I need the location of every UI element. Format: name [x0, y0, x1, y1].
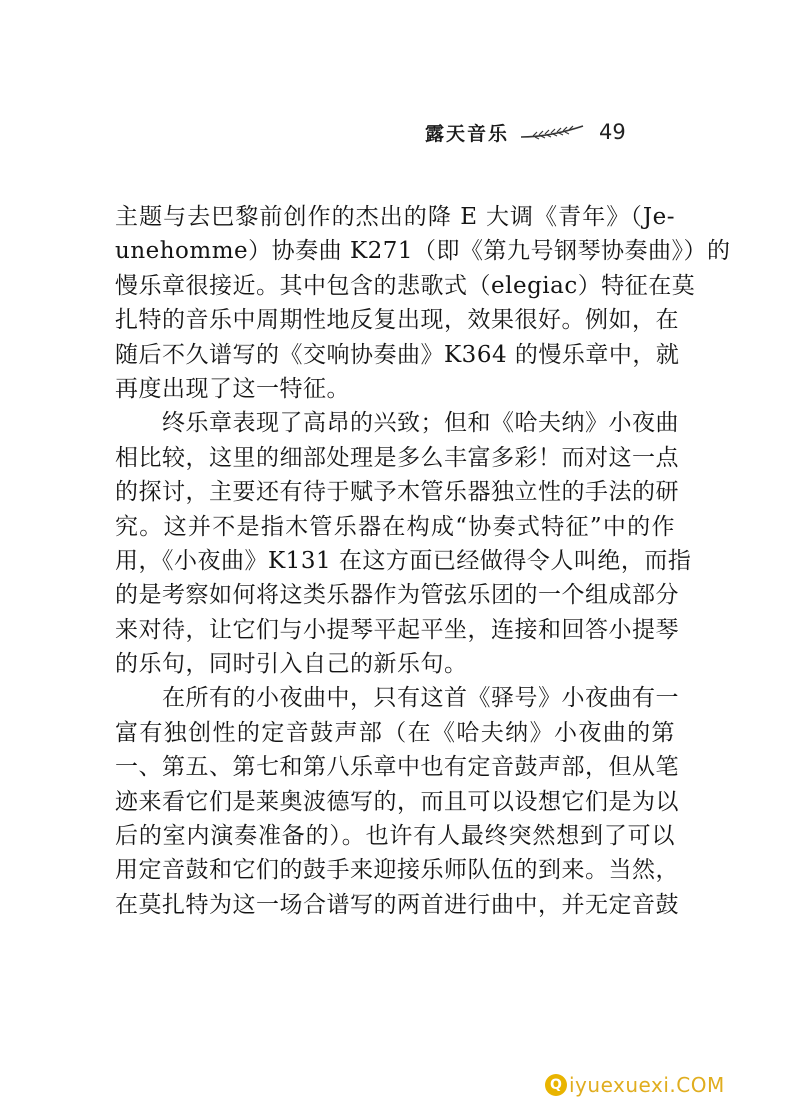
text-line: 后的室内演奏准备的）。也许有人最终突然想到了可以: [115, 823, 675, 850]
text-line: unehomme）协奏曲 K271（即《第九号钢琴协奏曲》）的: [115, 238, 731, 265]
text-line: 一、第五、第七和第八乐章中也有定音鼓声部，但从笔: [115, 754, 679, 781]
text-line: 随后不久谱写的《交响协奏曲》K364 的慢乐章中，就: [115, 341, 680, 368]
watermark-text: iyuexuexi.COM: [569, 1073, 725, 1097]
text-line: 终乐章表现了高昂的兴致；但和《哈夫纳》小夜曲: [115, 410, 679, 437]
watermark-logo-icon: Q: [545, 1074, 567, 1096]
text-line: 在所有的小夜曲中，只有这首《驿号》小夜曲有一: [115, 685, 679, 712]
text-line: 来对待，让它们与小提琴平起平坐，连接和回答小提琴: [115, 616, 679, 643]
text-line: 用定音鼓和它们的鼓手来迎接乐师队伍的到来。当然，: [115, 857, 679, 884]
text-line: 富有独创性的定音鼓声部（在《哈夫纳》小夜曲的第: [115, 719, 675, 746]
body-text: [115, 200, 731, 922]
text-line: 究。这并不是指木管乐器在构成“协奏式特征”中的作: [115, 513, 675, 540]
text-line: 慢乐章很接近。其中包含的悲歌式（elegiac）特征在莫: [115, 272, 696, 299]
text-line: 的探讨，主要还有待于赋予木管乐器独立性的手法的研: [115, 479, 679, 506]
page-number: 49: [599, 120, 626, 144]
text-line: 迹来看它们是莱奥波德写的，而且可以设想它们是为以: [115, 788, 679, 815]
text-line: 相比较，这里的细部处理是多么丰富多彩！而对这一点: [115, 444, 679, 471]
text-line: 的是考察如何将这类乐器作为管弦乐团的一个组成部分: [115, 582, 679, 609]
text-line: 再度出现了这一特征。: [115, 375, 350, 402]
text-line: 在莫扎特为这一场合谱写的两首进行曲中，并无定音鼓: [115, 891, 679, 918]
text-line: 扎特的音乐中周期性地反复出现，效果很好。例如，在: [115, 307, 679, 334]
text-line: 用，《小夜曲》K131 在这方面已经做得令人叫绝，而指: [115, 547, 692, 574]
running-header: [425, 117, 665, 147]
text-line: 的乐句，同时引入自己的新乐句。: [115, 651, 468, 678]
site-watermark: [545, 1070, 785, 1100]
text-line: 主题与去巴黎前创作的杰出的降 E 大调《青年》（Je-: [115, 204, 675, 230]
feather-quill-ornament-icon: [519, 122, 585, 142]
header-title: 露天音乐: [425, 122, 510, 145]
